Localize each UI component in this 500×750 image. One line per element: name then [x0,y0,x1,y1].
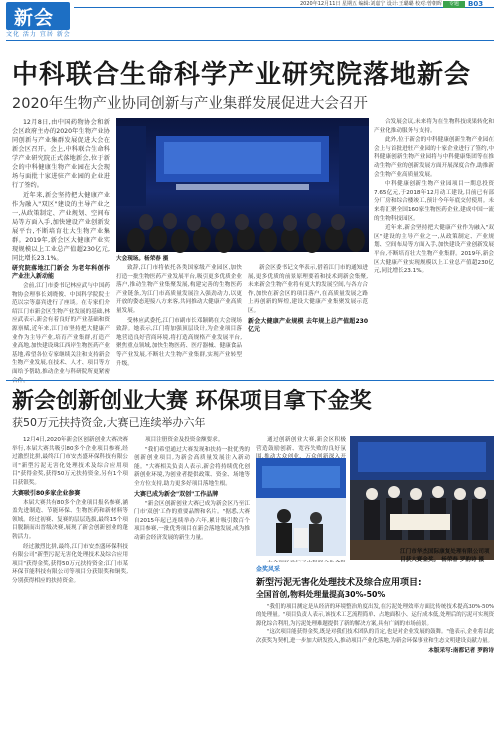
story2-paragraph: 通过创新创业大赛,新会区积极营造鼓励创新、宽容失败的良好氛 [256,437,346,452]
subheadline-1: 2020年生物产业协同创新与产业集群发展促进大会召开 [12,96,368,112]
divider [6,40,494,41]
story1-paragraph: 此外,位于新会的中科健康创新生物产业园在会上与首批进驻产业园的十家企业进行了签约,中科健康创新生物产业园将与中科健康集团等在推动生物产业的创新发展方面开展深度合作,助推新会生物产业高质量发展。 [374,137,494,178]
story1-paragraph: 受林应武委托,江门市副市长邓颖鹤在大会现场致辞。她表示,江门将加强顶层设计,为企业项目落地营造良好营商环境,将打造高规格产业发展平台,聚焦重点领域,加快生物医药、医疗器械、健康食品等产业发展,不断壮大生物产业集群,实现产业转型升级。 [116,317,242,367]
story1-column-1 [12,118,110,378]
masthead [0,0,500,38]
story1-paragraph: 会前,江门市委书记林应武与中国药物协会理事长刘晓俊、中国科学院院士范以宗等嘉宾进行了座谈。在专家们介绍江门市新会区生物产业发展的基础,林应武表示,新会有着良好的产业基础和资源禀赋,近年来,江门市坚持把大健康产业作为主导产业,培育产业集群,打造产业高地,加快建设珠江西岸生物医药产业基地,希望各位专家继续关注和支持新会生物产业发展,在技术、人才、项目等方面给予帮助,推动企业与科研院所更紧密 [12,283,110,375]
edition-tag: 专题 [443,1,465,8]
masthead-rule [74,7,494,8]
story2-column-2 [134,436,250,742]
story2-paragraph [256,560,346,562]
dateline: 2020年12月11日 星期五 编辑:刘嘉宁 设计:王璐璐 校对:曾朝晖 [300,1,442,7]
divider [6,380,494,381]
story2-paragraph: 经过激烈比拼,最终,江门市安杰盛环保科技有限公司"新型污泥无害化处理技术及综合应用项目"获得金奖,获得50万元扶持资金;江门市某环保节能科技有限公司等项目分获银奖和铜奖,分别获得相应的扶持资金。 [12,543,128,584]
subheadline-2: 获50万元扶持资金,大赛已连续举办六年 [12,416,206,429]
story2-subhead-1: 大赛吸引80多家企业参赛 [12,489,81,497]
photo-caption-1: 大会现场。杨荣春 摄 [116,256,169,262]
stage-photo [256,458,346,556]
brief-body [256,603,494,645]
brief-paragraph: "这次项目能获得金奖,既是对我们技术团队的肯定,也是对企业发展的鼓舞。"他表示,企业将以此次获奖为契机,进一步加大研发投入,推动项目产业化落地,为新会环保事业和生态文明建设贡献力量。 [256,629,494,644]
story1-column-3 [248,264,368,376]
story2-paragraph: "新会区创新创业大赛已成为新会区乃至江门市'双创'工作的重要品牌和名片。"据悉,大赛自2015年起已连续举办六年,累计吸引数百个项目参赛,一批优秀项目在新会落地发展,成为推动新会经济发展的新生力量。 [134,500,250,541]
story1-lead-2: 近年来,新会坚持把大健康产业作为融入"双区"建设的主导产业之一,从政策制定、产业规划、空间布局等方面入手,加快建设产业创新发展平台,不断培育壮大生物产业集群。2019年,新会区大健康产业实现规模以上工业总产值超230亿元,同比增长23.1%。 [12,192,110,262]
story1-paragraph: 合发展会议,未来将为在生物科技成果转化和产业化推动服务与支持。 [374,119,494,134]
story2-paragraph: 项目注册资金及投资金额要求。 [145,437,224,443]
story1-column-2 [116,264,242,376]
brief-paragraph: "我们的项目测定是从经济的环境整治角度出发,在污泥处理效率方面比传统技术提高30%-50%的处理量。"项目负责人表示,该技术工艺流程简单、占地面积小、运行成本低,处理后的污泥可实现资源化综合利用,为污泥处理难题提供了新的解决方案,具有广阔的市场前景。 [256,604,494,627]
section-logo [6,2,70,30]
story1-column-4 [374,118,494,376]
author-byline: 本版采写:南都记者 罗韵诗 [428,648,494,655]
brief-tag: 金奖风采 [256,566,281,573]
story1-paragraph: 致辞,江门市将依托各类国家级产业园区,加快打造一批生物医药产业发展平台,吸引更多优质企业落户,推动生物产业集聚发展,构建完善的生物医药产业链条,为江门市高质量发展注入强劲动力,以更开放的姿态迎接八方来客,共同推动大健康产业高质量发展。 [116,265,242,314]
award-photo [350,436,494,560]
story2-paragraph: 本届大赛共有80多个企业项目报名参赛,涵盖先进制造、节能环保、生物医药和新材料等领域。经过初赛、复赛的层层选拔,最终15个项目脱颖而出晋级决赛,展现了新会创新创业的蓬勃活力。 [12,499,128,540]
headline-2: 新会创新创业大赛 环保项目拿下金奖 [12,389,372,414]
page-code: B03 [468,0,484,8]
story1-paragraph: 中科健康创新生物产业园项目一期总投资7.65亿元,于2018年12月动工建设,目前已有部分厂房和综合楼竣工,预计今年年底交付使用。未来将汇聚全国160家生物医药企业,建成中国一流的生物科技园区。 [374,181,494,222]
story2-column-3 [256,436,346,456]
photo-caption-2: 江门市华杰国际康复处理有限公司项目获大赛金奖。 杨荣春 罗韵诗 摄 [400,549,490,563]
award-ceremony-image [350,436,494,560]
story2-subhead-2: 大赛已成为新会"双创"工作品牌 [134,490,219,498]
story2-column-1 [12,436,128,742]
story1-subhead-1: 研究院落地江门新会 为老年科创作产业注入新动能 [12,265,110,280]
story1-lead: 12月8日,由中国药物协会和新会区政府主办的2020年生物产业协同创新与产业集群发展促进大会在新会区召开。会上,中科联合生命科学产业研究院正式落地新会,位于新会的中科健康生物产业园在大会现场与面批十家进驻产业园的企业进行了签约。 [12,119,110,189]
story2-paragraph: "我们希望通过大赛发现和扶持一批优秀的创新创业项目,为新会高质量发展注入新动能。"大赛相关负责人表示,新会将持续优化创新创业环境,为创业者提供政策、资金、场地等全方位支持,助力更多好项目落地生根。 [134,446,250,487]
headline-1: 中科联合生命科学产业研究院落地新会 [12,60,472,90]
story1-subhead-2: 新会大健康产业规模 去年规上总产值超230亿元 [248,317,368,333]
story2-paragraph: 12月4日,2020年新会区创新创业大赛决赛举行,本届大赛共吸引80多个企业项目参赛,经过激烈比拼,最终江门市安杰盛环保科技有限公司"新型污泥无害化处理技术及综合应用项目"获得金奖,获得50万元扶持资金,另有1个项目获银奖。 [12,437,129,486]
gold-award-brief [256,564,494,654]
brief-subtitle: 全国首创,物料处理量提高30%-50% [256,590,386,599]
conference-hall-image [116,118,369,252]
story2-column-3b [256,560,346,562]
award-stage-image [256,458,346,556]
story1-paragraph: 新会区委书记文华表示,借着江门市的通知进展,更多优质的前景原理要着和技术到新会集聚,未来新会生物产业将有更大的发展空间,与各方合作,加快在新会区的项目落户,在高质量发展之路上再创新的辉煌,建设大健康产业集聚发展示范区。 [248,265,368,314]
brief-title: 新型污泥无害化处理技术及综合应用项目: [256,578,422,588]
conference-photo [116,118,369,252]
story1-paragraph: 近年来,新会坚持把大健康产业作为融入"双区"建设的主导产业之一,从政策制定、产业规划、空间布局等方面入手,加快建设产业创新发展平台,不断培育壮大生物产业集群。2019年,新会区大健康产业实现规模以上工业总产值超230亿元,同比增长23.1%。 [374,225,494,275]
section-slogan: 文化 活力 宜居 新会 [6,31,71,38]
section-title: 新会 [14,7,55,29]
